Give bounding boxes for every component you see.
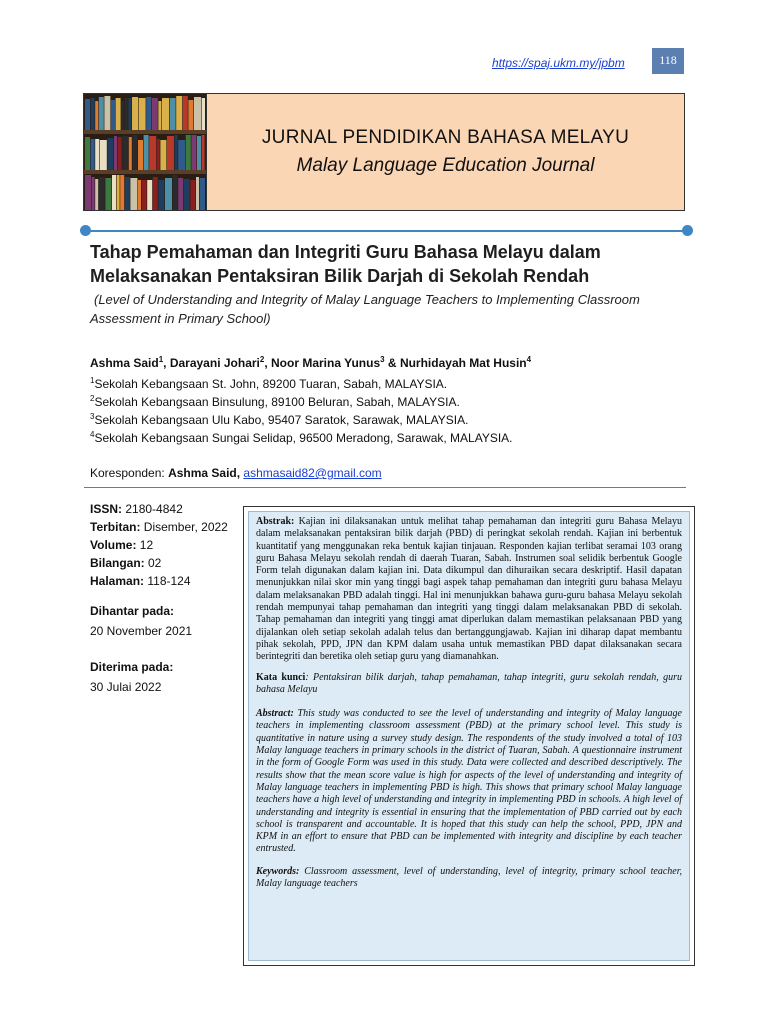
book-spine xyxy=(139,98,146,130)
book-spine xyxy=(162,98,169,130)
journal-title-english: Malay Language Education Journal xyxy=(296,155,595,176)
affiliation-4: $^4$Sekolah Kebangsaan Sungai Selidap, 96500 Meradong, Sarawak, MALAYSIA. xyxy=(90,430,513,445)
book-spine xyxy=(138,140,143,170)
journal-title-malay: JURNAL PENDIDIKAN BAHASA MELAYU xyxy=(261,127,630,148)
book-spine xyxy=(152,98,158,130)
book-spine xyxy=(178,178,183,210)
affiliation-1: $^1$Sekolah Kebangsaan St. John, 89200 Tuaran, Sabah, MALAYSIA. xyxy=(90,376,448,391)
book-spine xyxy=(158,180,164,210)
book-spine xyxy=(200,178,205,210)
affiliation-2: $^2$Sekolah Kebangsaan Binsulung, 89100 Beluran, Sabah, MALAYSIA. xyxy=(90,394,460,409)
book-spine xyxy=(117,175,120,210)
title-divider-top xyxy=(84,230,686,232)
book-spine xyxy=(183,96,188,130)
book-spine xyxy=(99,97,104,130)
book-spine xyxy=(129,137,132,170)
book-spine xyxy=(173,175,178,210)
author-list: Ashma Said$^1$, Darayani Johari$^2$, Noor Marina Yunus$^3$ & Nurhidayah Mat Husin$^4$ xyxy=(90,355,532,370)
book-spine xyxy=(196,177,199,210)
book-spine xyxy=(186,135,191,170)
book-spine xyxy=(99,177,105,210)
correspondent-name: Ashma Said, xyxy=(168,466,244,480)
bookshelf-image xyxy=(84,94,207,210)
book-spine xyxy=(85,99,90,130)
meta-issn: ISSN: 2180-4842 xyxy=(90,502,183,516)
author-name: Nurhidayah Mat Husin xyxy=(399,356,527,370)
book-spine xyxy=(120,175,124,210)
correspondent-divider xyxy=(84,487,686,488)
book-spine xyxy=(146,97,151,130)
book-spine xyxy=(184,179,190,210)
correspondent-email-link[interactable]: ashmasaid82@gmail.com xyxy=(243,466,382,480)
book-spine xyxy=(132,97,138,130)
meta-submitted-date: 20 November 2021 xyxy=(90,624,193,638)
article-meta xyxy=(90,500,240,696)
keywords-malay: Kata kunci: Pentaksiran bilik darjah, tahap pemahaman, tahap integriti, guru sekolah rendah, guru bahasa Melayu xyxy=(256,671,682,695)
book-spine xyxy=(95,139,99,170)
book-spine xyxy=(122,136,128,170)
book-spine xyxy=(194,97,201,130)
affiliation-3: $^3$Sekolah Kebangsaan Ulu Kabo, 95407 Saratok, Sarawak, MALAYSIA. xyxy=(90,412,469,427)
journal-url-link[interactable]: https://spaj.ukm.my/jpbm xyxy=(492,56,625,70)
book-spine xyxy=(125,177,130,210)
book-spine xyxy=(170,98,176,130)
meta-published: Terbitan: Disember, 2022 xyxy=(90,520,228,534)
journal-banner xyxy=(83,93,685,211)
book-spine xyxy=(167,136,174,170)
meta-submitted-label: Dihantar pada: xyxy=(90,604,175,618)
book-spine xyxy=(160,140,166,170)
book-spine xyxy=(107,138,113,170)
book-spine xyxy=(144,135,149,170)
abstract-malay: Abstrak: Kajian ini dilaksanakan untuk melihat tahap pemahaman dan integriti guru Bahasa Melayu dalam melaksanakan pentaksiran bilik darjah (PBD) di peringkat sekolah rendah. Kajian ini berbentuk kuantitatif yang menggunakan reka bentuk kajian tinjauan. Responden kajian terlibat seramai 103 orang guru Bahasa Melayu sekolah rendah di daerah Tuaran, Sabah. Instrumen soal selidik berbentuk Google Form telah digunakan dalam kajian ini. Data dikumpul dan dihuraikan secara deskriptif. Hasil dapatan menunjukkan nilai skor min yang tinggi bagi aspek tahap pemahaman dan integriti guru bahasa Melayu dalam melaksanakan PBD adalah tinggi. Hal ini menunjukkan bahawa guru-guru bahasa Melayu sekolah rendah mempunyai tahap pemahaman dan integriti yang tinggi dalam melaksanakan PBD di sekolah. Tahap pemahaman dan integriti yang tinggi amat diperlukan dalam memastikan pelaksanaan PBD yang dijalankan oleh setiap sekolah adalah telus dan bertanggungjawab. Kajian ini diharap dapat membantu pihak sekolah, PPD, JPN dan KPM dalam usaha untuk memastikan PBD dapat dilaksanakan secara berintegriti dan beretika oleh setiap guru yang diamanahkan. xyxy=(256,516,682,663)
book-spine xyxy=(91,139,95,170)
abstract-english: Abstract: This study was conducted to see the level of understanding and integrity of Malay language teachers in implementing classroom assessment (PBD) at the primary school level. This study is quantitative in nature using a survey study design. The respondents of the study involved a total of 103 Malay language teachers in primary schools in the district of Tuaran, Sabah. A questionnaire instrument in the form of Google Form was used in this study. Data were collected and described descriptively. The results show that the mean score value is high for aspects of the level of understanding and integrity of Malay language teachers in implementing PBD is high. This shows that primary school Malay language teachers have a high level of understanding and integrity in implementing PBD in schools. A high level of understanding and integrity is essential in ensuring that the implementation of PBD carried out by each school is transparent and accountable. It is hoped that this study can help the school, PPD, JPN and KPM in an effort to ensure that PBD can be implemented with integrity and discipline by each teacher entrusted. xyxy=(256,708,682,855)
book-spine xyxy=(158,101,161,130)
book-spine xyxy=(91,98,95,130)
book-spine xyxy=(92,177,95,210)
meta-pages: Halaman: 118-124 xyxy=(90,574,191,588)
journal-title-panel xyxy=(207,94,684,210)
book-spine xyxy=(85,175,91,210)
book-spine xyxy=(165,178,172,210)
author-name: Darayani Johari xyxy=(169,356,260,370)
book-spine xyxy=(125,98,128,130)
book-spine xyxy=(142,180,147,210)
book-spine xyxy=(188,100,193,130)
book-spine xyxy=(121,101,124,130)
book-spine xyxy=(175,135,178,170)
book-spine xyxy=(176,96,182,130)
meta-volume: Volume: 12 xyxy=(90,538,154,552)
divider-dot-right xyxy=(682,225,693,236)
meta-accepted-date: 30 Julai 2022 xyxy=(90,680,162,694)
article-title: Tahap Pemahaman dan Integriti Guru Bahasa Melayu dalam Melaksanakan Pentaksiran Bilik Darjah di Sekolah Rendah xyxy=(90,242,601,286)
book-spine xyxy=(132,135,137,170)
keywords-english: Keywords: Classroom assessment, level of understanding, level of integrity, primary school teacher, Malay language teachers xyxy=(256,865,682,890)
book-spine xyxy=(197,136,201,170)
book-spine xyxy=(191,135,196,170)
book-spine xyxy=(114,136,117,170)
book-spine xyxy=(111,100,115,130)
book-spine xyxy=(130,178,137,210)
page-number-badge: 118 xyxy=(652,48,684,74)
book-spine xyxy=(202,98,205,130)
book-spine xyxy=(105,178,111,210)
book-spine xyxy=(112,175,116,210)
book-spine xyxy=(138,180,141,210)
book-spine xyxy=(202,135,205,170)
book-spine xyxy=(104,96,110,130)
article-subtitle: (Level of Understanding and Integrity of Malay Language Teachers to Implementing Classroom Assessment in Primary School) xyxy=(90,292,640,326)
abstract-box xyxy=(243,506,695,966)
book-spine xyxy=(190,180,195,210)
correspondent-line: Koresponden: Ashma Said, ashmasaid82@gmail.com xyxy=(90,466,382,480)
abstract-content xyxy=(248,511,690,961)
divider-dot-left xyxy=(80,225,91,236)
book-spine xyxy=(95,101,98,130)
meta-accepted-label: Diterima pada: xyxy=(90,660,174,674)
book-spine xyxy=(128,98,131,130)
book-spine xyxy=(116,98,121,130)
book-spine xyxy=(153,177,158,210)
book-spine xyxy=(149,136,156,170)
book-spine xyxy=(118,137,122,170)
book-spine xyxy=(157,139,160,170)
author-name: Noor Marina Yunus xyxy=(271,356,381,370)
book-spine xyxy=(147,180,152,210)
author-name: Ashma Said xyxy=(90,356,159,370)
book-spine xyxy=(178,140,185,170)
bookshelf-illustration xyxy=(84,94,206,210)
book-spine xyxy=(100,140,107,170)
book-spine xyxy=(95,179,98,210)
meta-issue: Bilangan: 02 xyxy=(90,556,162,570)
book-spine xyxy=(85,137,90,170)
